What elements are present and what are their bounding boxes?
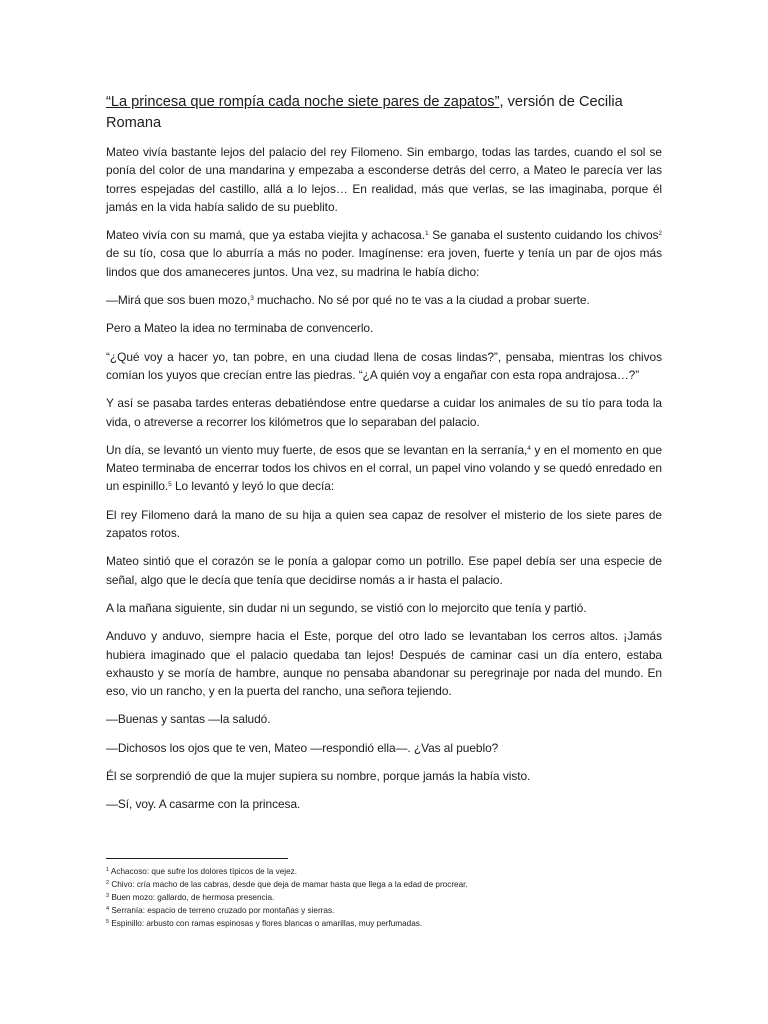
paragraph-text: Lo levantó y leyó lo que decía: [171, 479, 335, 494]
paragraph [106, 599, 662, 617]
footnote-reference: 2 [658, 230, 662, 238]
paragraph-text: Un día, se levantó un viento muy fuerte, de esos que se levantan en la serranía, [106, 442, 528, 457]
paragraph [106, 552, 662, 589]
footnotes [106, 865, 666, 930]
footnote-number: 2 [106, 880, 110, 887]
footnote-item [106, 904, 666, 917]
paragraph-text: y en el momento en que Mateo terminaba de encerrar todos los chivos en el corral, un papel vino volando y se quedó enredado en un espinillo. [106, 442, 663, 494]
paragraph [106, 348, 662, 385]
footnote-reference: 1 [424, 230, 429, 238]
story-title-rest: , versión de Cecilia Romana [106, 94, 623, 131]
paragraph-text: Él se sorprendió de que la mujer supiera su nombre, porque jamás la había visto. [106, 769, 531, 784]
paragraph [106, 767, 662, 785]
paragraph-text: Anduvo y anduvo, siempre hacia el Este, porque del otro lado se levantaban los cerros altos. ¡Jamás hubiera imaginado que el palacio quedaba tan lejos! Después de caminar casi un día entero, estaba exhausto y se moría de hambre, aunque no pensaba abandonar su peregrinaje por nada del mundo. En eso, vio un rancho, y en la puerta del rancho, una señora tejiendo. [106, 629, 662, 699]
story-body [106, 143, 662, 814]
paragraph-text: —Buenas y santas —la saludó. [106, 712, 271, 727]
paragraph-text: —Dichosos los ojos que te ven, Mateo —respondió ella—. ¿Vas al pueblo? [106, 740, 499, 755]
paragraph-text: Se ganaba el sustento cuidando los chivos [428, 228, 659, 243]
paragraph-text: de su tío, cosa que lo aburría a más no poder. Imagínense: era joven, fuerte y tenía un par de ojos más lindos que dos amaneceres juntos. Una vez, su madrina le había dicho: [106, 246, 662, 279]
paragraph [106, 441, 662, 496]
paragraph-text: A la mañana siguiente, sin dudar ni un segundo, se vistió con lo mejorcito que tenía y partió. [106, 600, 587, 615]
paragraph-text: Pero a Mateo la idea no terminaba de convencerlo. [106, 321, 374, 336]
paragraph [106, 319, 662, 337]
paragraph-text: Mateo vivía con su mamá, que ya estaba viejita y achacosa. [106, 228, 425, 243]
footnote-text: Serranía: espacio de terreno cruzado por montañas y sierras. [109, 906, 335, 916]
paragraph-text: Y así se pasaba tardes enteras debatiéndose entre quedarse a cuidar los animales de su tío para toda la vida, o atreverse a recorrer los kilómetros que lo separaban del palacio. [106, 396, 662, 429]
paragraph [106, 627, 662, 700]
paragraph [106, 710, 662, 728]
paragraph-text: El rey Filomeno dará la mano de su hija a quien sea capaz de resolver el misterio de los siete pares de zapatos rotos. [106, 507, 662, 541]
paragraph [106, 506, 662, 543]
paragraph [106, 226, 662, 281]
footnote-reference: 5 [168, 481, 172, 489]
story-title-underlined: “La princesa que rompía cada noche siete pares de zapatos” [106, 94, 500, 110]
footnote-item [106, 917, 666, 930]
paragraph [106, 143, 662, 216]
footnote-text: Buen mozo: gallardo, de hermosa presencia. [109, 893, 275, 903]
footnote-reference: 3 [250, 295, 254, 303]
footnote-text: Espinillo: arbusto con ramas espinosas y flores blancas o amarillas, muy perfumadas. [109, 919, 423, 929]
footnote-divider [106, 858, 288, 859]
footnote-number: 5 [106, 919, 110, 926]
footnote-item [106, 865, 666, 878]
footnote-item [106, 891, 666, 904]
footnote-number: 3 [106, 893, 110, 900]
footnote-number: 4 [106, 906, 110, 913]
paragraph-text: muchacho. No sé por qué no te vas a la ciudad a probar suerte. [253, 293, 590, 308]
paragraph-text: —Mirá que sos buen mozo, [106, 293, 251, 308]
paragraph-text: —Sí, voy. A casarme con la princesa. [106, 797, 301, 812]
paragraph [106, 394, 662, 431]
story-title [106, 92, 662, 133]
paragraph [106, 291, 662, 309]
footnote-text: Chivo: cría macho de las cabras, desde que deja de mamar hasta que llega a la edad de procrear. [109, 880, 468, 890]
paragraph-text: Mateo sintió que el corazón se le ponía a galopar como un potrillo. Ese papel debía ser una especie de señal, algo que le decía que tenía que decidirse nomás a ir hasta el palacio. [106, 554, 662, 587]
paragraph-text: “¿Qué voy a hacer yo, tan pobre, en una ciudad llena de cosas lindas?”, pensaba, mientras los chivos comían los yuyos que crecían entre las piedras. “¿A quién voy a engañar con esta ropa andrajosa…?” [106, 349, 662, 382]
footnote-reference: 4 [527, 444, 531, 452]
footnote-item [106, 878, 666, 891]
footnote-number: 1 [106, 867, 110, 873]
paragraph [106, 795, 662, 813]
footnote-text: Achacoso: que sufre los dolores típicos de la vejez. [109, 867, 298, 876]
paragraph [106, 739, 662, 757]
paragraph-text: Mateo vivía bastante lejos del palacio del rey Filomeno. Sin embargo, todas las tardes, cuando el sol se ponía del color de una mandarina y empezaba a esconderse detrás del cerro, a Mateo le parecía ver las torres espejadas del castillo, allá a lo lejos… En realidad, más que verlas, se las imaginaba, porque él jamás en la vida había salido de su pueblito. [106, 145, 662, 214]
